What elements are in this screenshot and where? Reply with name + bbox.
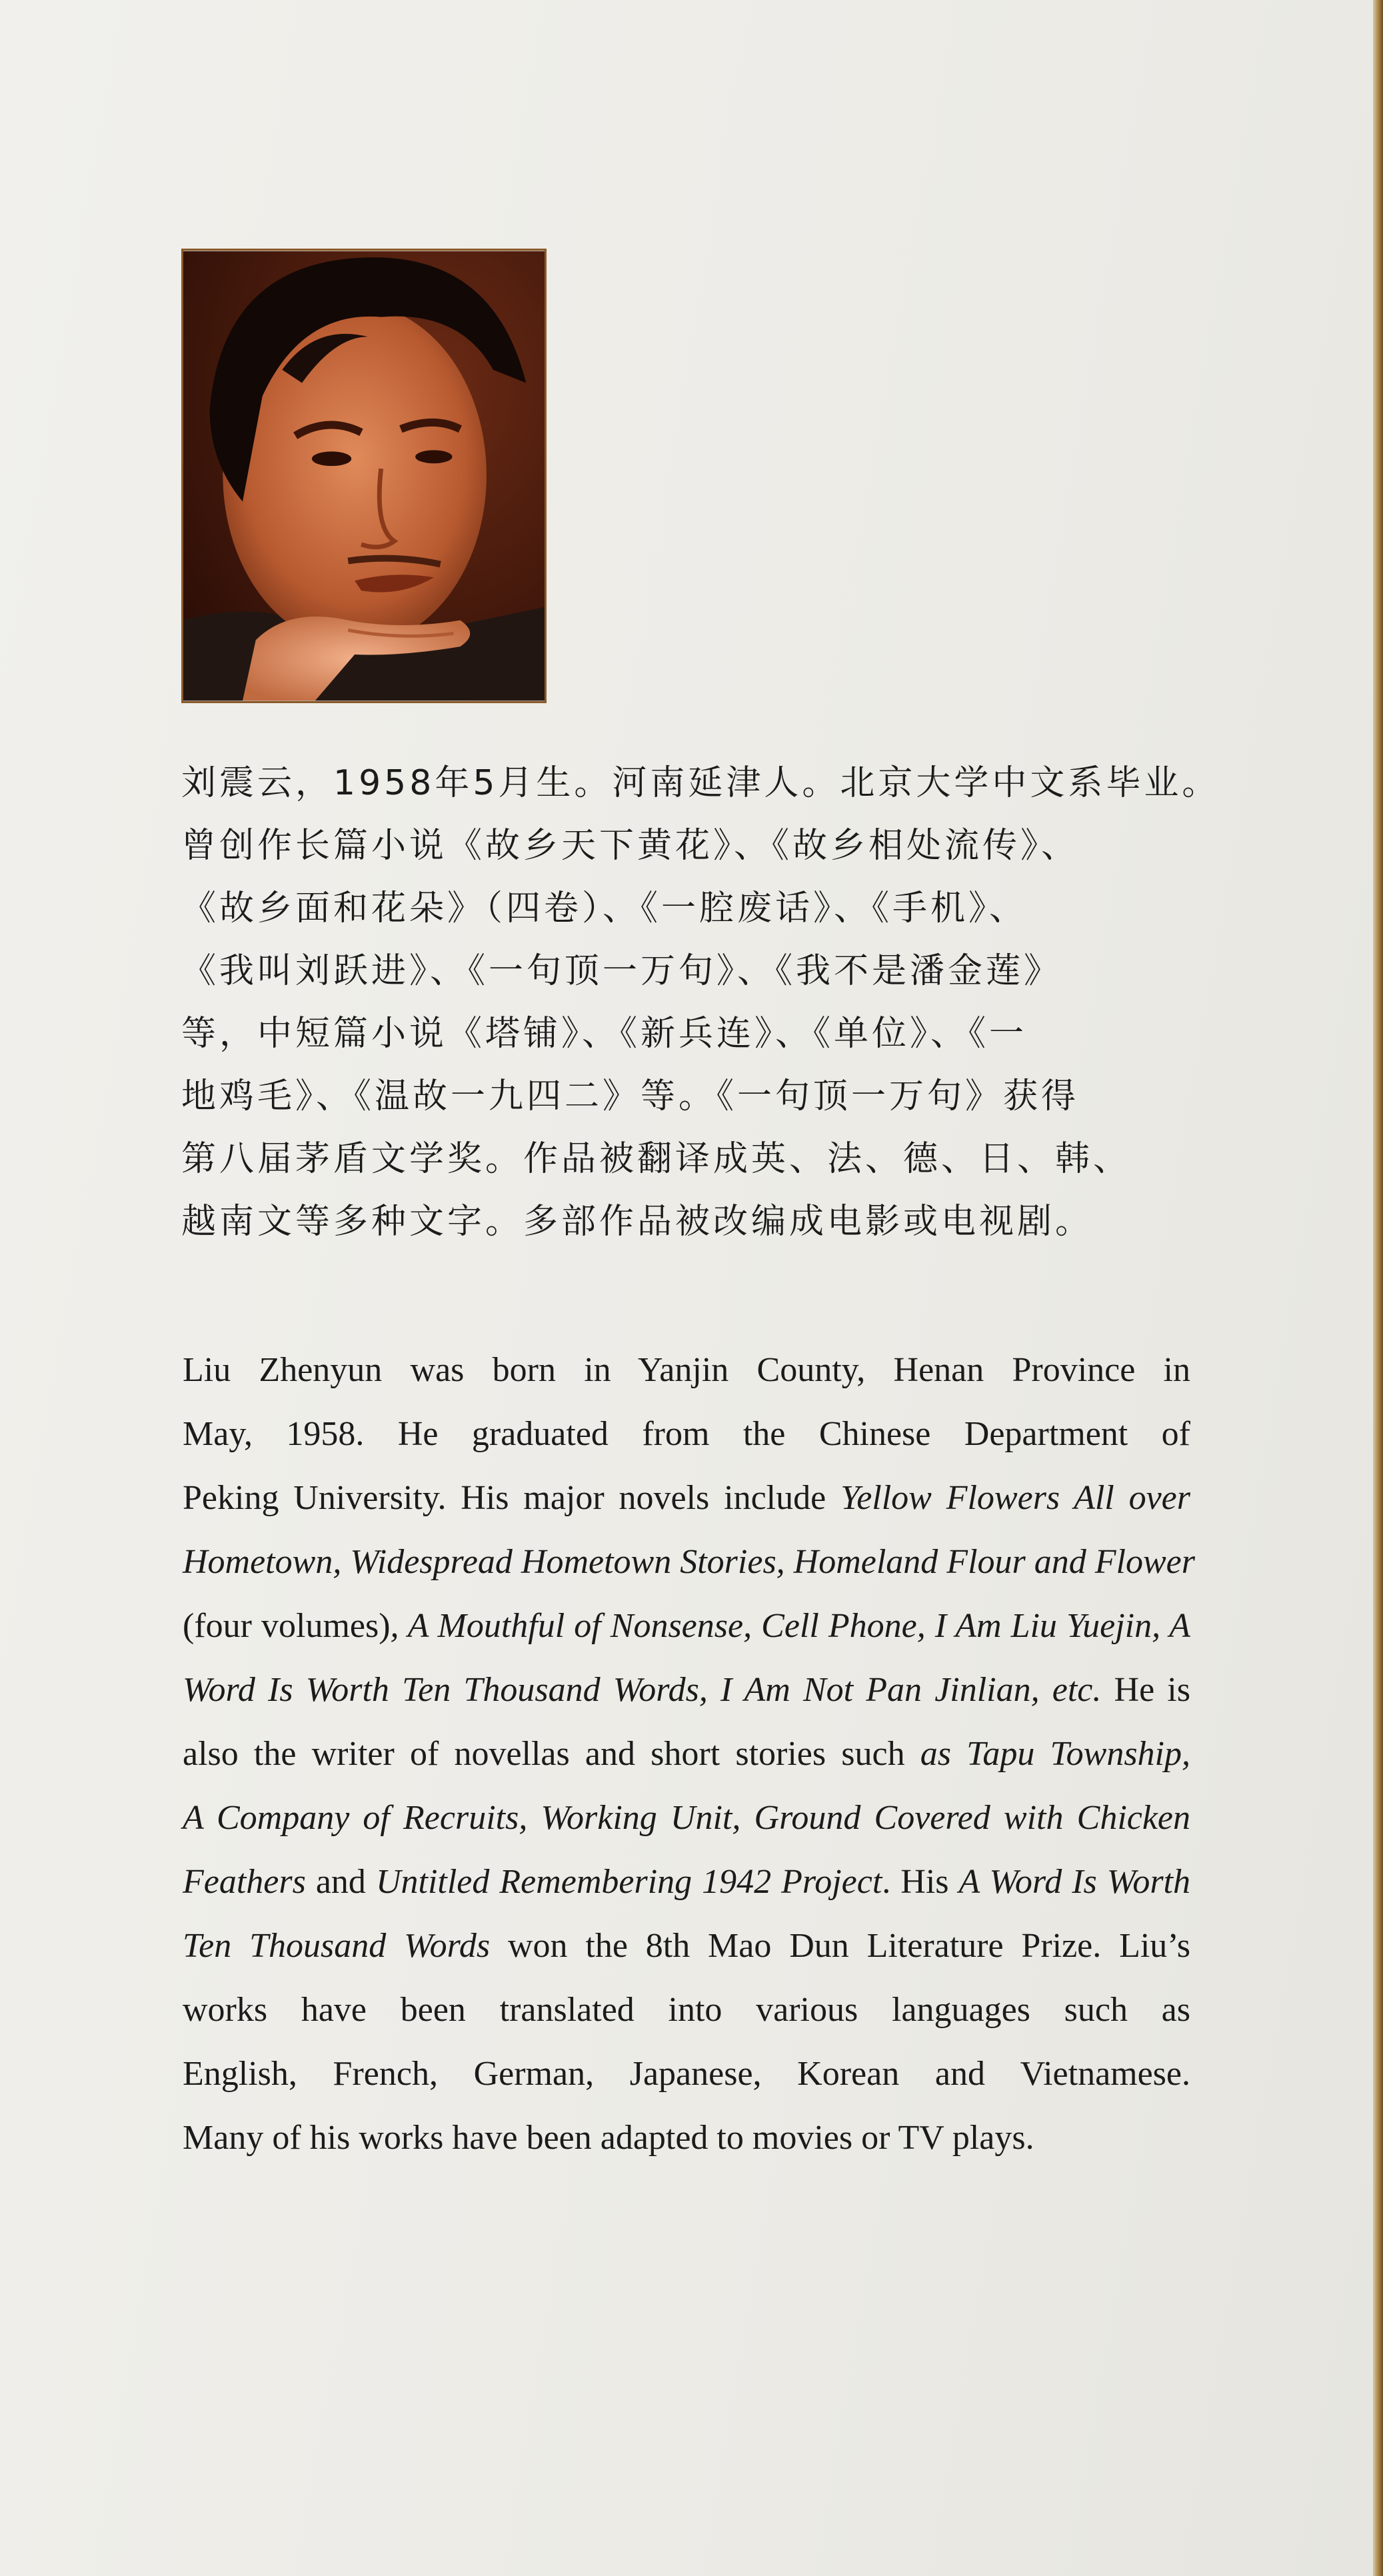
bio-en-line [183, 1786, 1190, 1850]
book-title: Untitled Remembering 1942 Project [375, 1863, 882, 1901]
book-title: Yellow Flowers All over [840, 1479, 1190, 1517]
bio-zh-line: 《故乡面和花朵》（四卷）、《一腔废话》、《手机》、 [181, 888, 1028, 928]
bio-en-line: (four volumes), A Mouthful of Nonsense, Cell Phone, I Am Liu Yuejin, A [183, 1607, 1190, 1645]
bio-zh-line: 等，中短篇小说《塔铺》、《新兵连》、《单位》、《一 [181, 1014, 1028, 1054]
bio-en-line: May, 1958. He graduated from the Chinese Department of [183, 1415, 1190, 1453]
book-title: Hometown, Widespread Hometown Stories, Homeland Flour and Flower [183, 1543, 1195, 1581]
bio-en-line: Many of his works have been adapted to movies or TV plays. [183, 2119, 1034, 2157]
book-title: Word Is Worth Ten Thousand Words, I Am Not Pan Jinlian, etc. [183, 1671, 1102, 1709]
author-bio-english [183, 1338, 1195, 2170]
bio-zh-line: 曾创作长篇小说《故乡天下黄花》、《故乡相处流传》、 [181, 826, 1080, 866]
bio-en-line: Liu Zhenyun was born in Yanjin County, Henan Province in [183, 1351, 1190, 1389]
book-title: , A Mouthful of Nonsense, Cell Phone, I Am Liu Yuejin, A [390, 1607, 1190, 1645]
bio-zh-line: 第八届茅盾文学奖。作品被翻译成英、法、德、日、韩、 [181, 1139, 1132, 1179]
bio-zh-line: 刘震云，1958年5月生。河南延津人。北京大学中文系毕业。 [181, 763, 1220, 803]
bio-en-line: Feathers and Untitled Remembering 1942 Project. His A Word Is Worth [183, 1863, 1191, 1901]
book-title: Ten Thousand Words [183, 1927, 491, 1965]
bio-en-line [183, 1530, 1195, 1594]
book-title: A Company of Recruits, Working Unit, Ground Covered with Chicken [183, 1799, 1190, 1837]
bio-en-line: Peking University. His major novels include Yellow Flowers All over [183, 1479, 1190, 1517]
book-title: Feathers [183, 1863, 306, 1901]
bio-zh-line: 地鸡毛》、《温故一九四二》等。《一句顶一万句》获得 [181, 1076, 1080, 1116]
author-portrait-photo [181, 249, 547, 703]
bio-en-line: works have been translated into various languages such as [183, 1991, 1190, 2029]
book-title: A Word Is Worth [958, 1863, 1191, 1901]
bio-zh-line: 越南文等多种文字。多部作品被改编成电影或电视剧。 [181, 1202, 1094, 1242]
bio-en-line: also the writer of novellas and short stories such as Tapu Township, [183, 1735, 1191, 1773]
bio-en-line: Word Is Worth Ten Thousand Words, I Am Not Pan Jinlian, etc. He is [183, 1671, 1190, 1709]
author-bio-chinese [181, 752, 1220, 1253]
book-edge [1373, 0, 1383, 2576]
bio-en-line: Ten Thousand Words won the 8th Mao Dun Literature Prize. Liu’s [183, 1927, 1190, 1965]
book-title: as Tapu Township, [920, 1735, 1191, 1773]
bio-zh-line: 《我叫刘跃进》、《一句顶一万句》、《我不是潘金莲》 [181, 951, 1062, 991]
bio-en-line: English, French, German, Japanese, Korean and Vietnamese. [183, 2055, 1190, 2093]
